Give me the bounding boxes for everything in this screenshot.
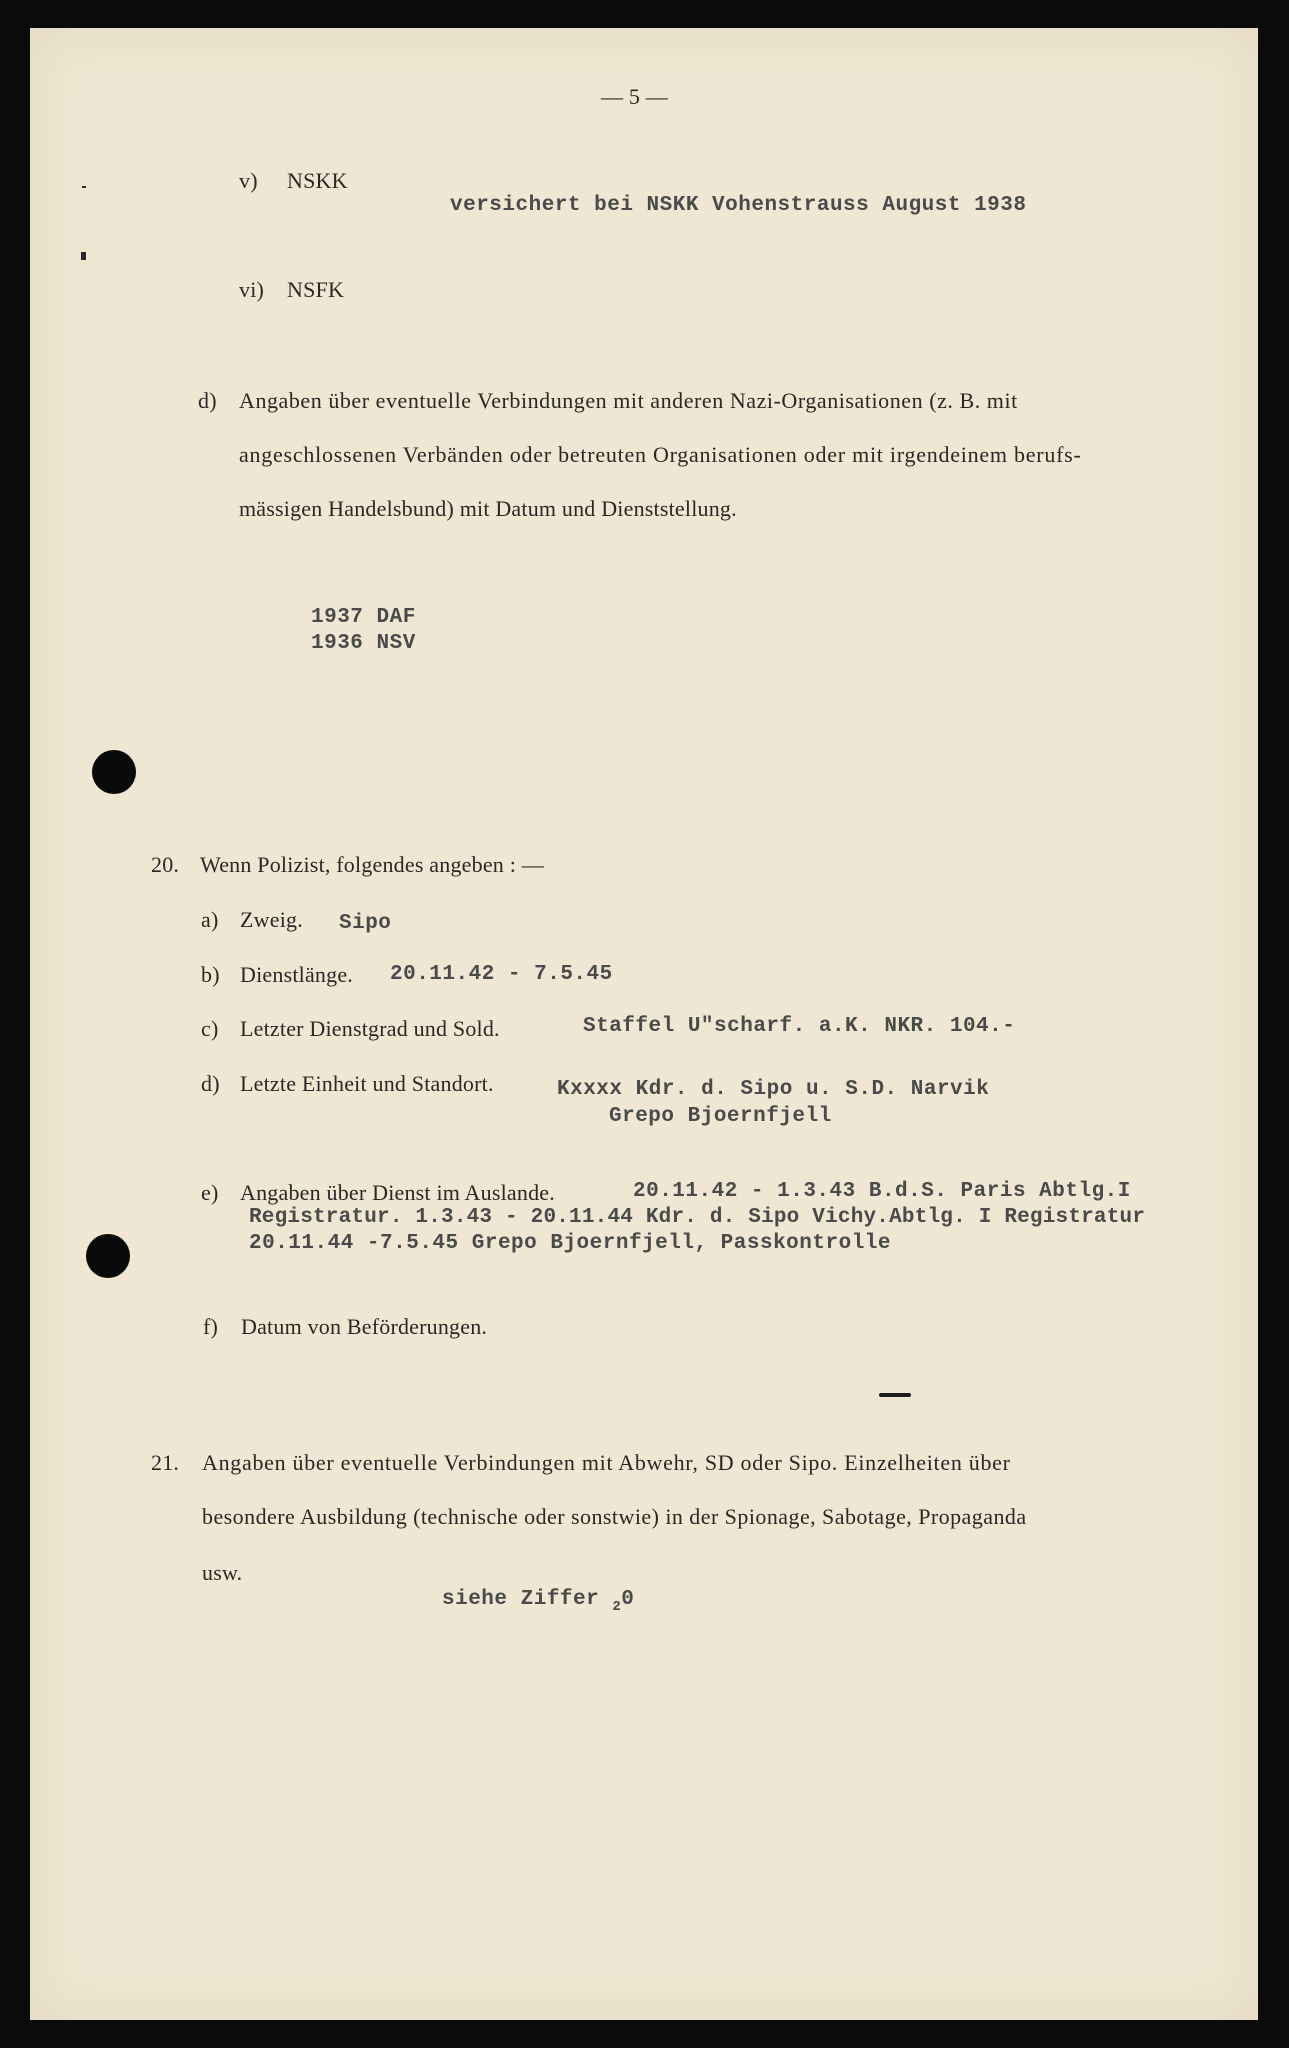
- question-20-e-answer-3: 20.11.44 -7.5.45 Grepo Bjoernfjell, Passkontrolle: [249, 1232, 892, 1255]
- question-20-a-answer: Sipo: [339, 912, 392, 935]
- pen-mark: [879, 1393, 911, 1397]
- item-v-answer: versichert bei NSKK Vohenstrauss August 1938: [450, 194, 1027, 217]
- question-20-b-answer: 20.11.42 - 7.5.45: [390, 963, 613, 986]
- question-20-e-text: Angaben über Dienst im Auslande.: [240, 1180, 555, 1205]
- question-20-b-text: Dienstlänge.: [240, 962, 353, 987]
- ink-speck: [81, 252, 86, 260]
- item-d-line-1: Angaben über eventuelle Verbindungen mit anderen Nazi-Organisationen (z. B. mit: [239, 388, 1018, 413]
- item-d-line-3: mässigen Handelsbund) mit Datum und Dienststellung.: [239, 496, 737, 521]
- punch-hole-bottom: [86, 1234, 130, 1278]
- question-20-d-label: d): [201, 1071, 220, 1096]
- item-v-text: NSKK: [287, 168, 348, 193]
- question-20-e-answer-2: Registratur. 1.3.43 - 20.11.44 Kdr. d. Sipo Vichy.Abtlg. I Registratur: [249, 1206, 1146, 1229]
- question-21-line-2: besondere Ausbildung (technische oder sonstwie) in der Spionage, Sabotage, Propaganda: [202, 1504, 1027, 1529]
- question-21-answer-text: siehe Ziffer: [442, 1588, 613, 1611]
- item-d-answer-1: 1937 DAF: [311, 606, 416, 629]
- question-20-a-label: a): [201, 907, 219, 932]
- page-number: — 5 —: [601, 84, 668, 109]
- question-21-answer-end: 0: [621, 1588, 635, 1611]
- question-21-answer: [442, 1588, 635, 1615]
- question-21-line-1: Angaben über eventuelle Verbindungen mit Abwehr, SD oder Sipo. Einzelheiten über: [202, 1450, 1011, 1475]
- item-v-label: v): [239, 168, 258, 193]
- question-21-line-3: usw.: [202, 1560, 243, 1585]
- item-vi-text: NSFK: [287, 277, 345, 302]
- question-20-d-answer-1: Kxxxx Kdr. d. Sipo u. S.D. Narvik: [557, 1078, 990, 1101]
- question-20-e-label: e): [201, 1180, 219, 1205]
- question-20-c-text: Letzter Dienstgrad und Sold.: [240, 1016, 500, 1041]
- question-20-f-text: Datum von Beförderungen.: [241, 1314, 488, 1339]
- item-vi-label: vi): [239, 277, 265, 302]
- question-20-c-label: c): [201, 1016, 219, 1041]
- ink-speck: [82, 186, 86, 188]
- item-d-answer-2: 1936 NSV: [311, 632, 416, 655]
- punch-hole-top: [92, 750, 136, 794]
- item-d-label: d): [198, 388, 217, 413]
- item-d-line-2: angeschlossenen Verbänden oder betreuten Organisationen oder mit irgendeinem berufs-: [239, 442, 1082, 467]
- question-20-c-answer: Staffel U"scharf. a.K. NKR. 104.-: [583, 1015, 1016, 1038]
- question-21-answer-subscript: 2: [612, 1599, 622, 1615]
- question-20-b-label: b): [201, 962, 220, 987]
- question-20-d-text: Letzte Einheit und Standort.: [240, 1071, 494, 1096]
- question-20-d-answer-2: Grepo Bjoernfjell: [609, 1105, 832, 1128]
- question-20-f-label: f): [203, 1314, 219, 1339]
- question-20-number: 20.: [151, 852, 180, 877]
- question-20-text: Wenn Polizist, folgendes angeben : —: [200, 852, 544, 877]
- question-20-e-answer-1: 20.11.42 - 1.3.43 B.d.S. Paris Abtlg.I: [633, 1180, 1131, 1203]
- question-21-number: 21.: [151, 1450, 180, 1475]
- question-20-a-text: Zweig.: [240, 907, 303, 932]
